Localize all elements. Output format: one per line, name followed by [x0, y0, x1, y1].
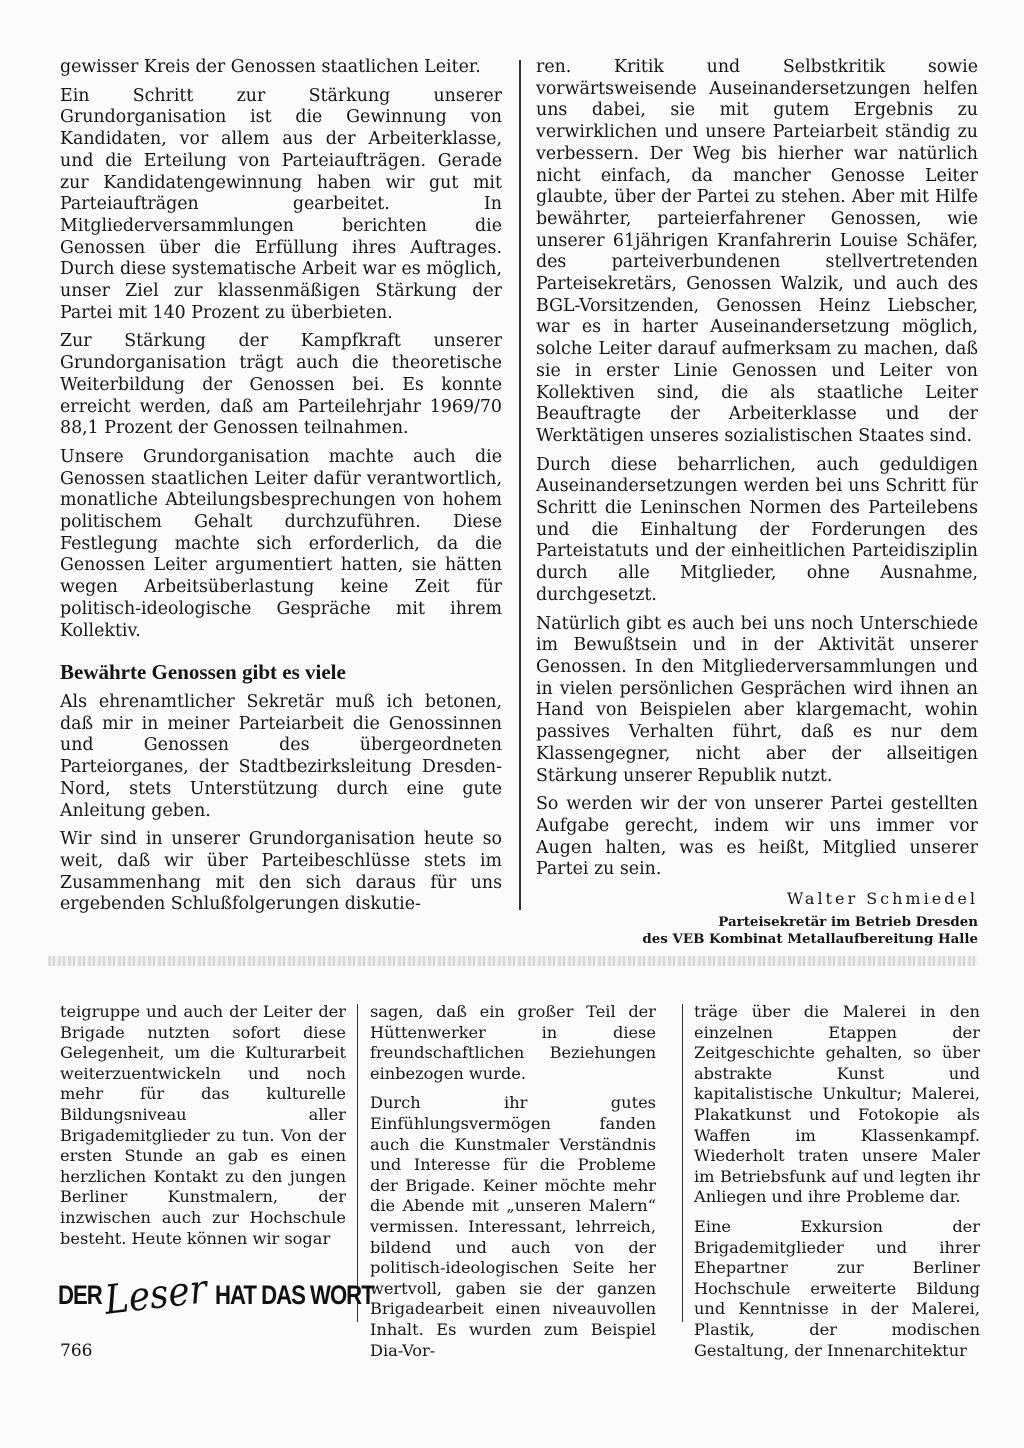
upper-right-column [536, 57, 978, 948]
column-divider [519, 60, 521, 910]
paragraph: Ein Schritt zur Stärkung unserer Grundorganisation ist die Gewinnung von Kandidaten, vor allem aus der Arbeiterklasse, und die Erteilung von Parteiaufträgen. Gerade zur Kandidatengewinnung haben wir gut mit Parteiaufträgen gearbeitet. In Mitgliederversammlungen berichten die Genossen über die Erfüllung ihres Auftrages. Durch diese systematische Arbeit war es möglich, unser Ziel zur klassenmäßigen Stärkung der Partei mit 140 Prozent zu überbieten. [60, 85, 502, 323]
logo-part-hat-das-wort: HAT DAS WORT [214, 1279, 374, 1310]
paragraph: sagen, daß ein großer Teil der Hüttenwerker in diese freundschaftlichen Beziehungen einbezogen wurde. [370, 1002, 656, 1083]
paragraph: ren. Kritik und Selbstkritik sowie vorwärtsweisende Auseinandersetzungen helfen uns dabei, sie mit gutem Ergebnis zu verwirklichen und unsere Parteiarbeit ständig zu verbessern. Der Weg bis hierher war natürlich nicht einfach, da mancher Genosse Leiter glaubte, über der Partei zu stehen. Aber mit Hilfe bewährter, parteierfahrener Genossen, wie unserer 61jährigen Kranfahrerin Louise Schäfer, des parteiverbundenen stellvertretenden Parteisekretärs, Genossen Walzik, und auch des BGL-Vorsitzenden, Genossen Heinz Liebscher, war es in harter Auseinandersetzung möglich, solche Leiter darauf aufmerksam zu machen, daß sie in erster Linie Genossen und Leiter von Kollektiven sind, die als staatliche Leiter Beauftragte der Arbeiterklasse und der Werktätigen unseres sozialistischen Staates sind. [536, 57, 978, 446]
paragraph: Wir sind in unserer Grundorganisation heute so weit, daß wir über Parteibeschlüsse stets im Zusammenhang mit den sich daraus für uns ergebenden Schlußfolgerungen diskutie- [60, 829, 502, 915]
column-divider [682, 1004, 683, 1322]
author-organization: des VEB Kombinat Metallaufbereitung Halle [642, 930, 978, 947]
column-divider [357, 1004, 358, 1322]
paragraph: Zur Stärkung der Kampfkraft unserer Grundorganisation trägt auch die theoretische Weiterbildung der Genossen bei. Es konnte erreicht werden, daß am Parteilehrjahr 1969/70 88,1 Prozent der Genossen teilnahmen. [60, 331, 502, 439]
author-role: Parteisekretär im Betrieb Dresden [718, 913, 978, 930]
paragraph: träge über die Malerei in den einzelnen Etappen der Zeitgeschichte gehalten, so über abstrakte Kunst und kapitalistische Unkultur; Malerei, Plakatkunst und Fotokopie als Waffen im Klassenkampf. Wiederholt traten unsere Maler im Betriebsfunk auf und legten ihr Anliegen und ihre Probleme dar. [694, 1002, 980, 1207]
paragraph: Durch ihr gutes Einfühlungsvermögen fanden auch die Kunstmaler Verständnis und Interesse für die Probleme der Brigade. Keiner möchte mehr die Abende mit „unseren Malern“ vermissen. Interessant, lehrreich, bildend und auch von der politisch-ideologischen Seite her wertvoll, gaben sie der ganzen Brigadearbeit einen niveauvollen Inhalt. Es wurden zum Beispiel Dia-Vor- [370, 1093, 656, 1360]
logo-part-leser: Leser [103, 1266, 210, 1324]
paragraph: teigruppe und auch der Leiter der Brigade nutzten sofort diese Gelegenheit, um die Kulturarbeit weiterzuentwickeln und noch mehr für das kulturelle Bildungsniveau aller Brigademitglieder zu tun. Von der ersten Stunde an gab es einen herzlichen Kontakt zu den jungen Berliner Kunstmalern, der inzwischen auch zur Hochschule besteht. Heute können wir sogar [60, 1002, 346, 1248]
paragraph: Natürlich gibt es auch bei uns noch Unterschiede im Bewußtsein und in der Aktivität unserer Genossen. In den Mitgliederversammlungen und in vielen persönlichen Gesprächen wird ihnen an Hand von Beispielen aber klargemacht, wohin passives Verhalten führt, daß es nur dem Klassengegner, nicht aber der allseitigen Stärkung unserer Republik nutzt. [536, 613, 978, 786]
paragraph: Als ehrenamtlicher Sekretär muß ich betonen, daß mir in meiner Parteiarbeit die Genossinnen und Genossen des übergeordneten Parteiorganes, der Stadtbezirksleitung Dresden-Nord, stets Unterstützung durch eine gute Anleitung geben. [60, 691, 502, 821]
logo-part-der: DER [58, 1279, 102, 1310]
upper-left-column [60, 57, 502, 923]
lower-column-1 [60, 1002, 346, 1258]
section-divider [48, 956, 978, 966]
paragraph: gewisser Kreis der Genossen staatlichen Leiter. [60, 57, 481, 77]
author-name: Walter Schmiedel [786, 889, 978, 909]
section-logo [58, 1266, 374, 1324]
paragraph: Eine Exkursion der Brigademitglieder und ihrer Ehepartner zur Berliner Hochschule erweiterte Bildung und Kenntnisse in der Malerei, Plastik, der modischen Gestaltung, der Innenarchitektur [694, 1216, 980, 1360]
paragraph: So werden wir der von unserer Partei gestellten Aufgabe gerecht, indem wir uns immer vor Augen halten, was es heißt, Mitglied unserer Partei zu sein. [536, 794, 978, 880]
lower-column-3 [694, 1002, 980, 1370]
paragraph: Unsere Grundorganisation machte auch die Genossen staatlichen Leiter dafür verantwortlich, monatliche Abteilungsbesprechungen von hohem politischem Gehalt durchzuführen. Diese Festlegung machte sich erforderlich, da die Genossen Leiter argumentiert hatten, sie hätten wegen Arbeitsüberlastung keine Zeit für politisch-ideologische Gespräche mit ihrem Kollektiv. [60, 446, 502, 641]
section-heading: Bewährte Genossen gibt es viele [60, 660, 346, 685]
lower-column-2 [370, 1002, 656, 1370]
page-number: 766 [60, 1341, 93, 1361]
paragraph: Durch diese beharrlichen, auch geduldigen Auseinandersetzungen werden bei uns Schritt für Schritt die Leninschen Normen des Parteilebens und die Einhaltung der Forderungen des Parteistatuts und der einheitlichen Parteidisziplin durch alle Mitglieder, ohne Ausnahme, durchgesetzt. [536, 454, 978, 605]
